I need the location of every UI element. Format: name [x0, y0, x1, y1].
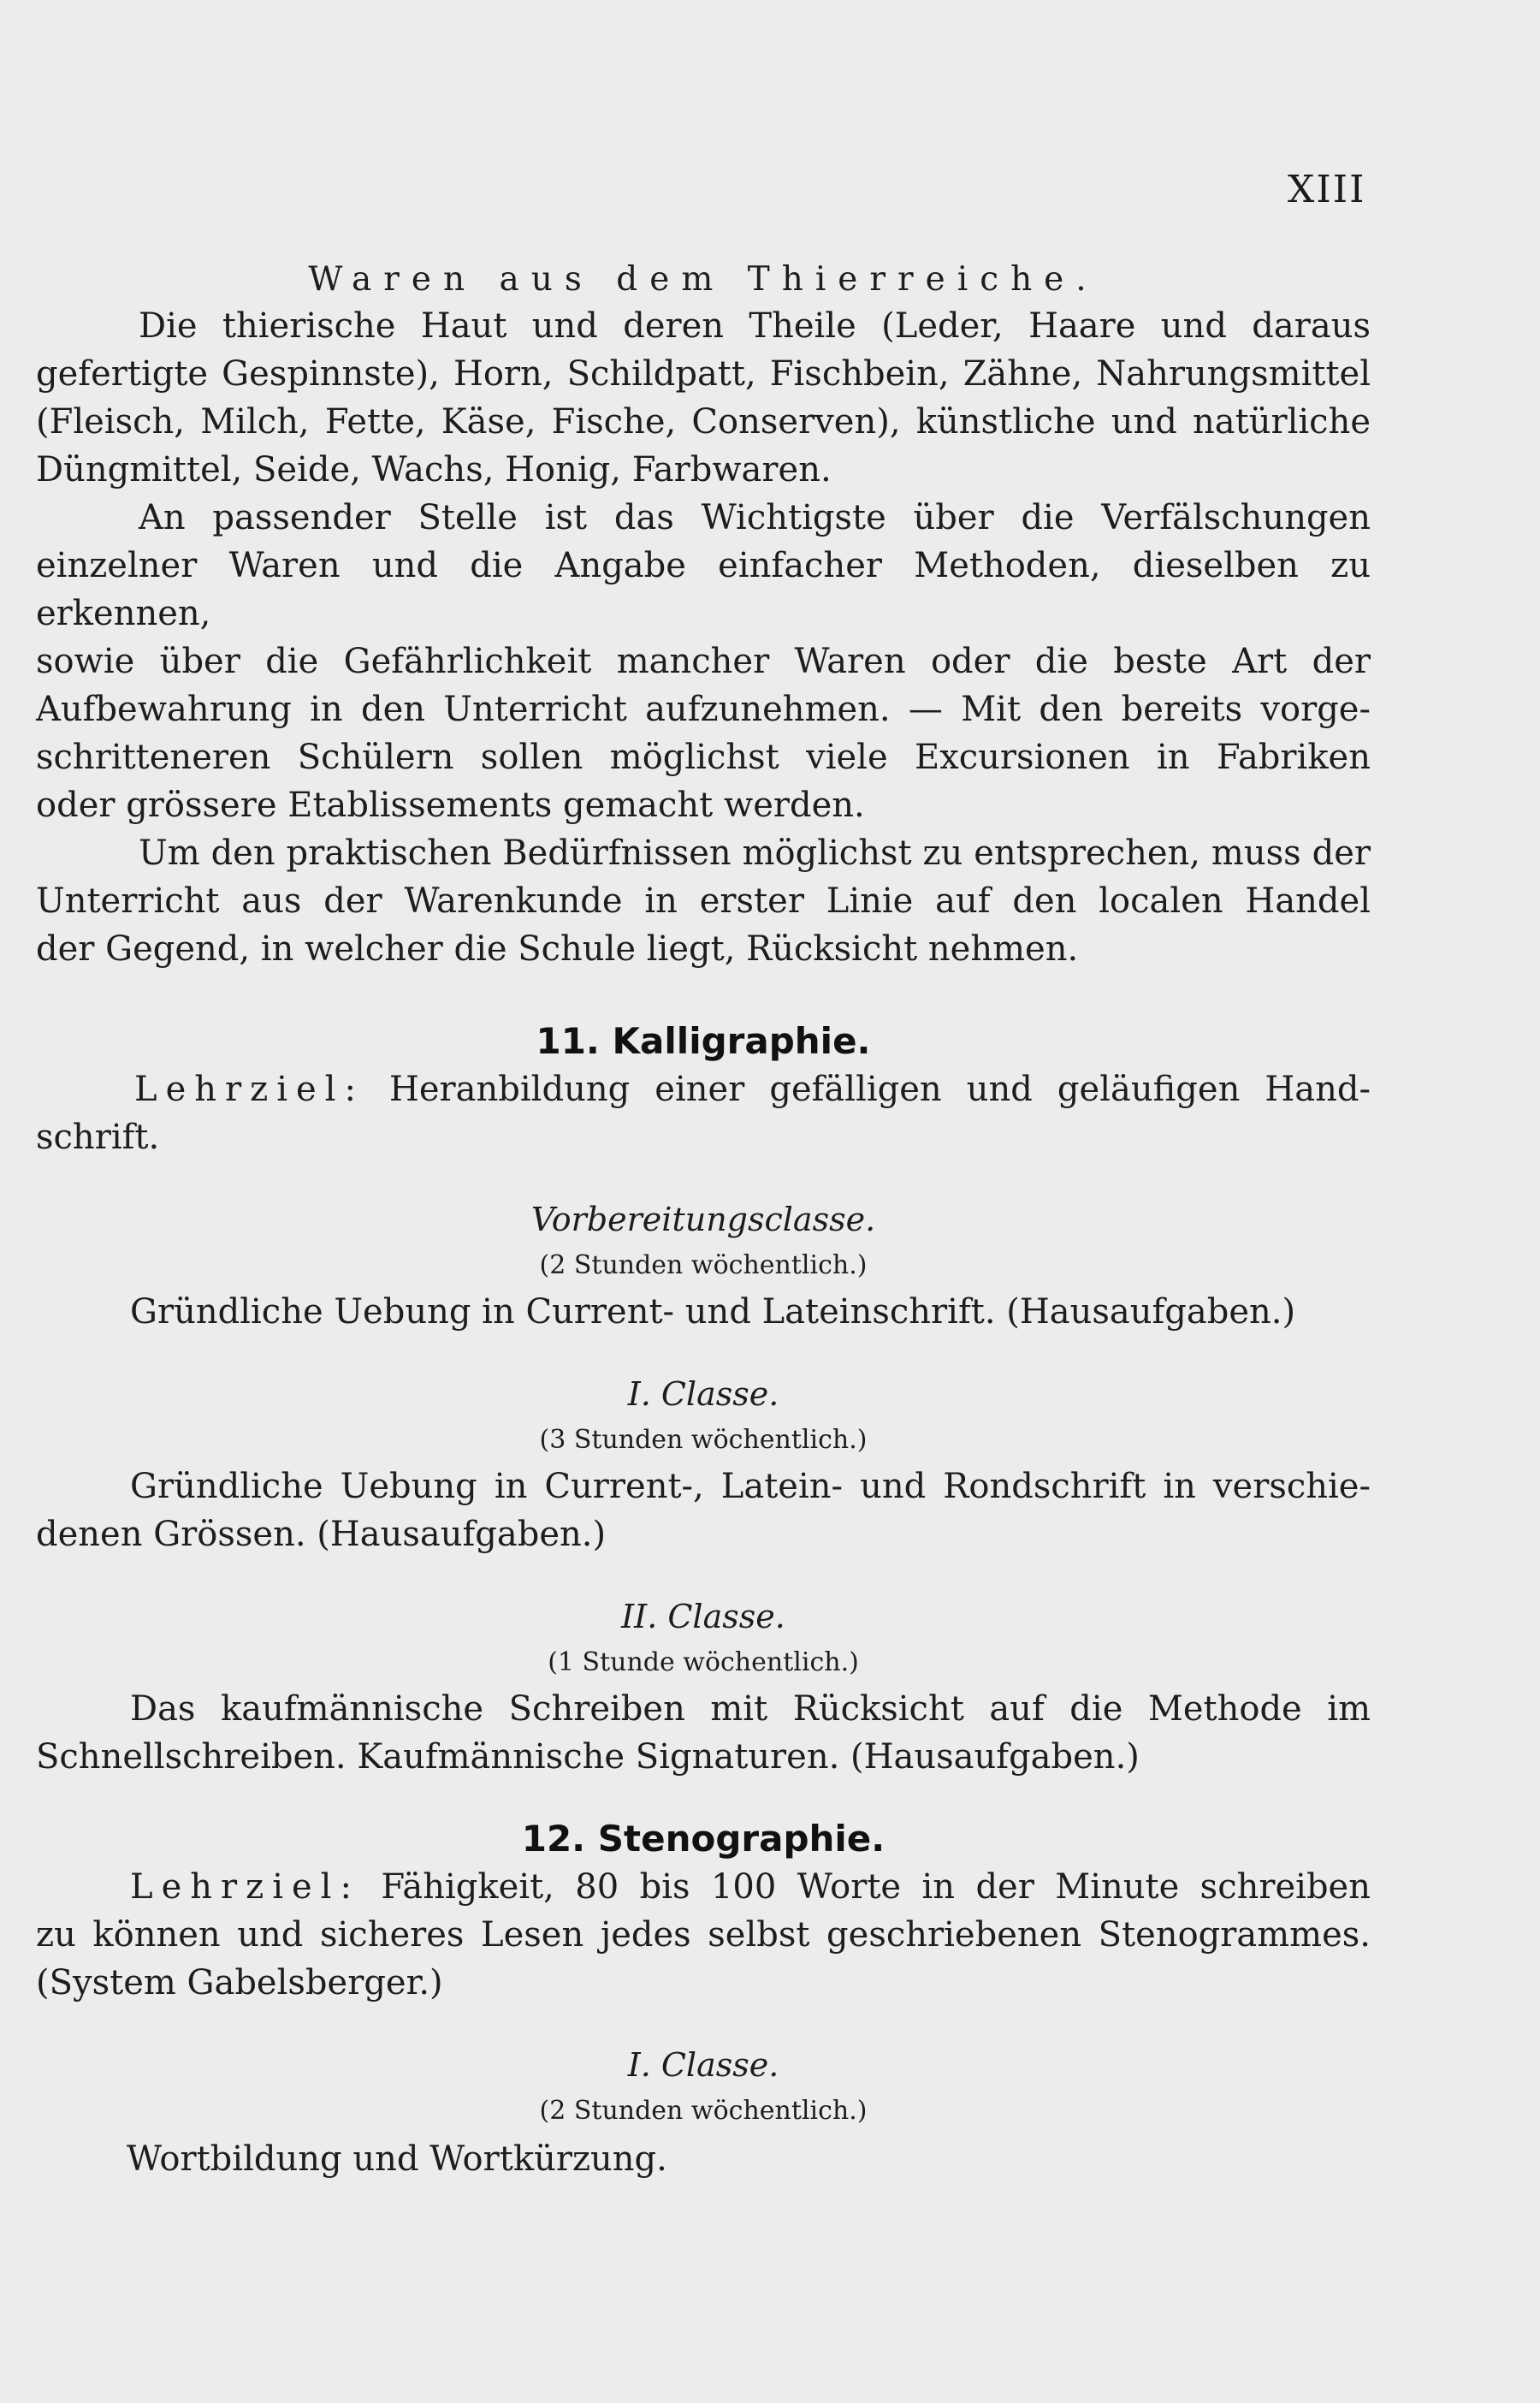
lehrziel-line	[36, 1065, 1371, 1113]
text-line: (Fleisch, Milch, Fette, Käse, Fische, Conserven), künstliche und natürliche	[36, 402, 1371, 442]
text-line: schritteneren Schülern sollen möglichst viele Excursionen in Fabriken	[36, 738, 1371, 777]
text-line: denen Grössen. (Hausaufgaben.)	[36, 1515, 607, 1554]
class-hours: (1 Stunde wöchentlich.)	[548, 1647, 859, 1677]
waren-paragraph-1	[36, 302, 1371, 494]
page-number: XIII	[1288, 168, 1366, 211]
class-hours: (2 Stunden wöchentlich.)	[539, 2096, 868, 2126]
text-line: schrift.	[36, 1118, 160, 1157]
lehrziel-line	[36, 1863, 1371, 1911]
lehrziel-text: Fähigkeit, 80 bis 100 Worte in der Minute schreiben	[381, 1867, 1371, 1907]
text-line: Wortbildung und Wortkürzung.	[127, 2139, 667, 2179]
lehrziel-text: Heranbildung einer gefälligen und geläufigen Hand-	[389, 1070, 1371, 1109]
waren-paragraph-3	[36, 829, 1371, 973]
text-line: Um den praktischen Bedürfnissen möglichst zu entsprechen, muss der	[139, 834, 1371, 873]
class-heading-vorbereitung: Vorbereitungsclasse.	[530, 1201, 876, 1238]
text-line: (System Gabelsberger.)	[36, 1963, 443, 2002]
text-line: sowie über die Gefährlichkeit mancher Waren oder die beste Art der	[36, 642, 1371, 681]
text-line: An passender Stelle ist das Wichtigste über die Verfälschungen	[139, 498, 1371, 537]
lehrziel-label: Lehrziel:	[134, 1070, 364, 1109]
stenographie-lehrziel	[36, 1863, 1371, 2007]
class-heading-2: II. Classe.	[621, 1598, 785, 1635]
text-line: Gründliche Uebung in Current- und Lateinschrift. (Hausaufgaben.)	[130, 1292, 1296, 1332]
text-line: Unterricht aus der Warenkunde in erster Linie auf den localen Handel	[36, 881, 1371, 921]
section-title-stenographie: 12. Stenographie.	[521, 1818, 886, 1860]
waren-paragraph-2	[36, 494, 1371, 829]
text-line: Aufbewahrung in den Unterricht aufzunehmen. — Mit den bereits vorge-	[36, 690, 1371, 729]
lehrziel-label: Lehrziel:	[130, 1867, 360, 1907]
text-line: der Gegend, in welcher die Schule liegt, Rücksicht nehmen.	[36, 929, 1079, 969]
text-line: oder grössere Etablissements gemacht werden.	[36, 786, 865, 825]
kalligraphie-lehrziel	[36, 1065, 1371, 1161]
class-heading-steno-1: I. Classe.	[627, 2046, 779, 2084]
text-line: Das kaufmännische Schreiben mit Rücksicht auf die Methode im	[130, 1689, 1371, 1729]
text-line: gefertigte Gespinnste), Horn, Schildpatt, Fischbein, Zähne, Nahrungsmittel	[36, 354, 1371, 394]
text-line: Düngmittel, Seide, Wachs, Honig, Farbwaren.	[36, 450, 832, 490]
page-text	[36, 248, 1371, 2185]
text-line: Schnellschreiben. Kaufmännische Signaturen. (Hausaufgaben.)	[36, 1737, 1140, 1777]
class-hours: (3 Stunden wöchentlich.)	[539, 1425, 868, 1455]
class-hours: (2 Stunden wöchentlich.)	[539, 1250, 868, 1280]
class-heading-1: I. Classe.	[627, 1375, 779, 1413]
text-line: Die thierische Haut und deren Theile (Leder, Haare und daraus	[139, 306, 1371, 346]
waren-heading: Waren aus dem Thierreiche.	[308, 260, 1099, 299]
text-line: einzelner Waren und die Angabe einfacher Methoden, dieselben zu erkennen,	[36, 546, 1371, 633]
text-line: Gründliche Uebung in Current-, Latein- und Rondschrift in verschie-	[130, 1467, 1371, 1506]
section-title-kalligraphie: 11. Kalligraphie.	[536, 1020, 871, 1062]
text-line: zu können und sicheres Lesen jedes selbst geschriebenen Stenogrammes.	[36, 1915, 1371, 1955]
